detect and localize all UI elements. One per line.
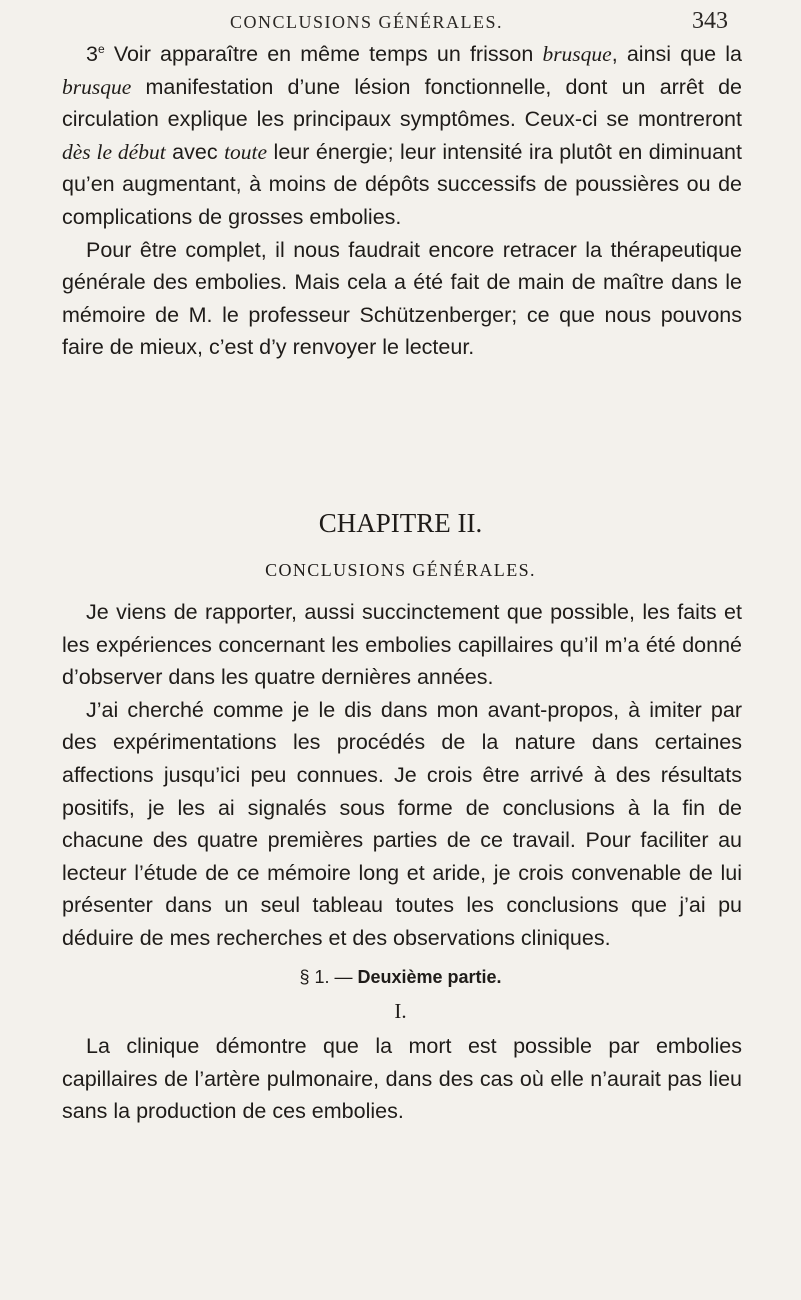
running-head [230, 6, 728, 36]
section-number: § 1. — [299, 967, 358, 987]
intro-paragraph-2: Pour être complet, il nous faudrait encore retracer la thérapeutique générale des embolies. Mais cela a été fait de main de maître dans le mémoire de M. le professeur Schützenberger; ce que nous pouvons faire de mieux, c’est d’y renvoyer le lecteur. [62, 237, 742, 360]
text-run: leur énergie; leur intensité ira plutôt en diminuant qu’en augmentant, à moins de dépôts successifs de poussières ou de complications de grosses embolies. [62, 139, 742, 229]
conclusion-paragraph-1: La clinique démontre que la mort est possible par embolies capillaires de l’artère pulmonaire, dans des cas où elle n’aurait pas lieu sans la production de ces embolies. [62, 1034, 742, 1124]
list-number-superscript: e [97, 42, 105, 56]
italic-run: dès le début [62, 139, 166, 164]
section-title: Deuxième partie. [357, 967, 502, 987]
list-number: 3 [86, 42, 98, 66]
text-run: , ainsi que la [611, 42, 742, 66]
italic-run: brusque [542, 42, 612, 66]
intro-paragraph-1 [62, 38, 742, 234]
section-heading [0, 967, 801, 988]
body-text-block [62, 596, 742, 955]
running-title: CONCLUSIONS GÉNÉRALES. [230, 12, 504, 32]
chapter-title: CHAPITRE II. [318, 508, 483, 538]
section-roman-numeral: I. [394, 999, 407, 1023]
text-run: avec [165, 139, 225, 164]
italic-run: brusque [62, 74, 132, 99]
text-run: Voir apparaître en même temps un frisson [104, 42, 543, 66]
intro-text-block [62, 38, 742, 364]
page-number: 343 [692, 8, 728, 34]
conclusion-text-block [62, 1030, 742, 1128]
body-paragraph-1: Je viens de rapporter, aussi succinctement que possible, les faits et les expériences concernant les embolies capillaires qu’il m’a été donné d’observer dans les quatre dernières années. [62, 600, 742, 690]
body-paragraph-2: J’ai cherché comme je le dis dans mon avant-propos, à imiter par des expérimentations les procédés de la nature dans certaines affections jusqu’ici peu connues. Je crois être arrivé à des résultats positifs, je les ai signalés sous forme de conclusions à la fin de chacune des quatre premières parties de ce travail. Pour faciliter au lecteur l’étude de ce mémoire long et aride, je crois convenable de lui présenter dans un seul tableau toutes les conclusions que j’ai pu déduire de mes recherches et des observations cliniques. [62, 697, 742, 950]
italic-run: toute [224, 139, 268, 164]
chapter-subtitle: CONCLUSIONS GÉNÉRALES. [265, 560, 536, 580]
text-run: manifestation d’une lésion fonctionnelle, dont un arrêt de circulation explique les principaux symptômes. Ceux-ci se montreront [62, 74, 742, 132]
